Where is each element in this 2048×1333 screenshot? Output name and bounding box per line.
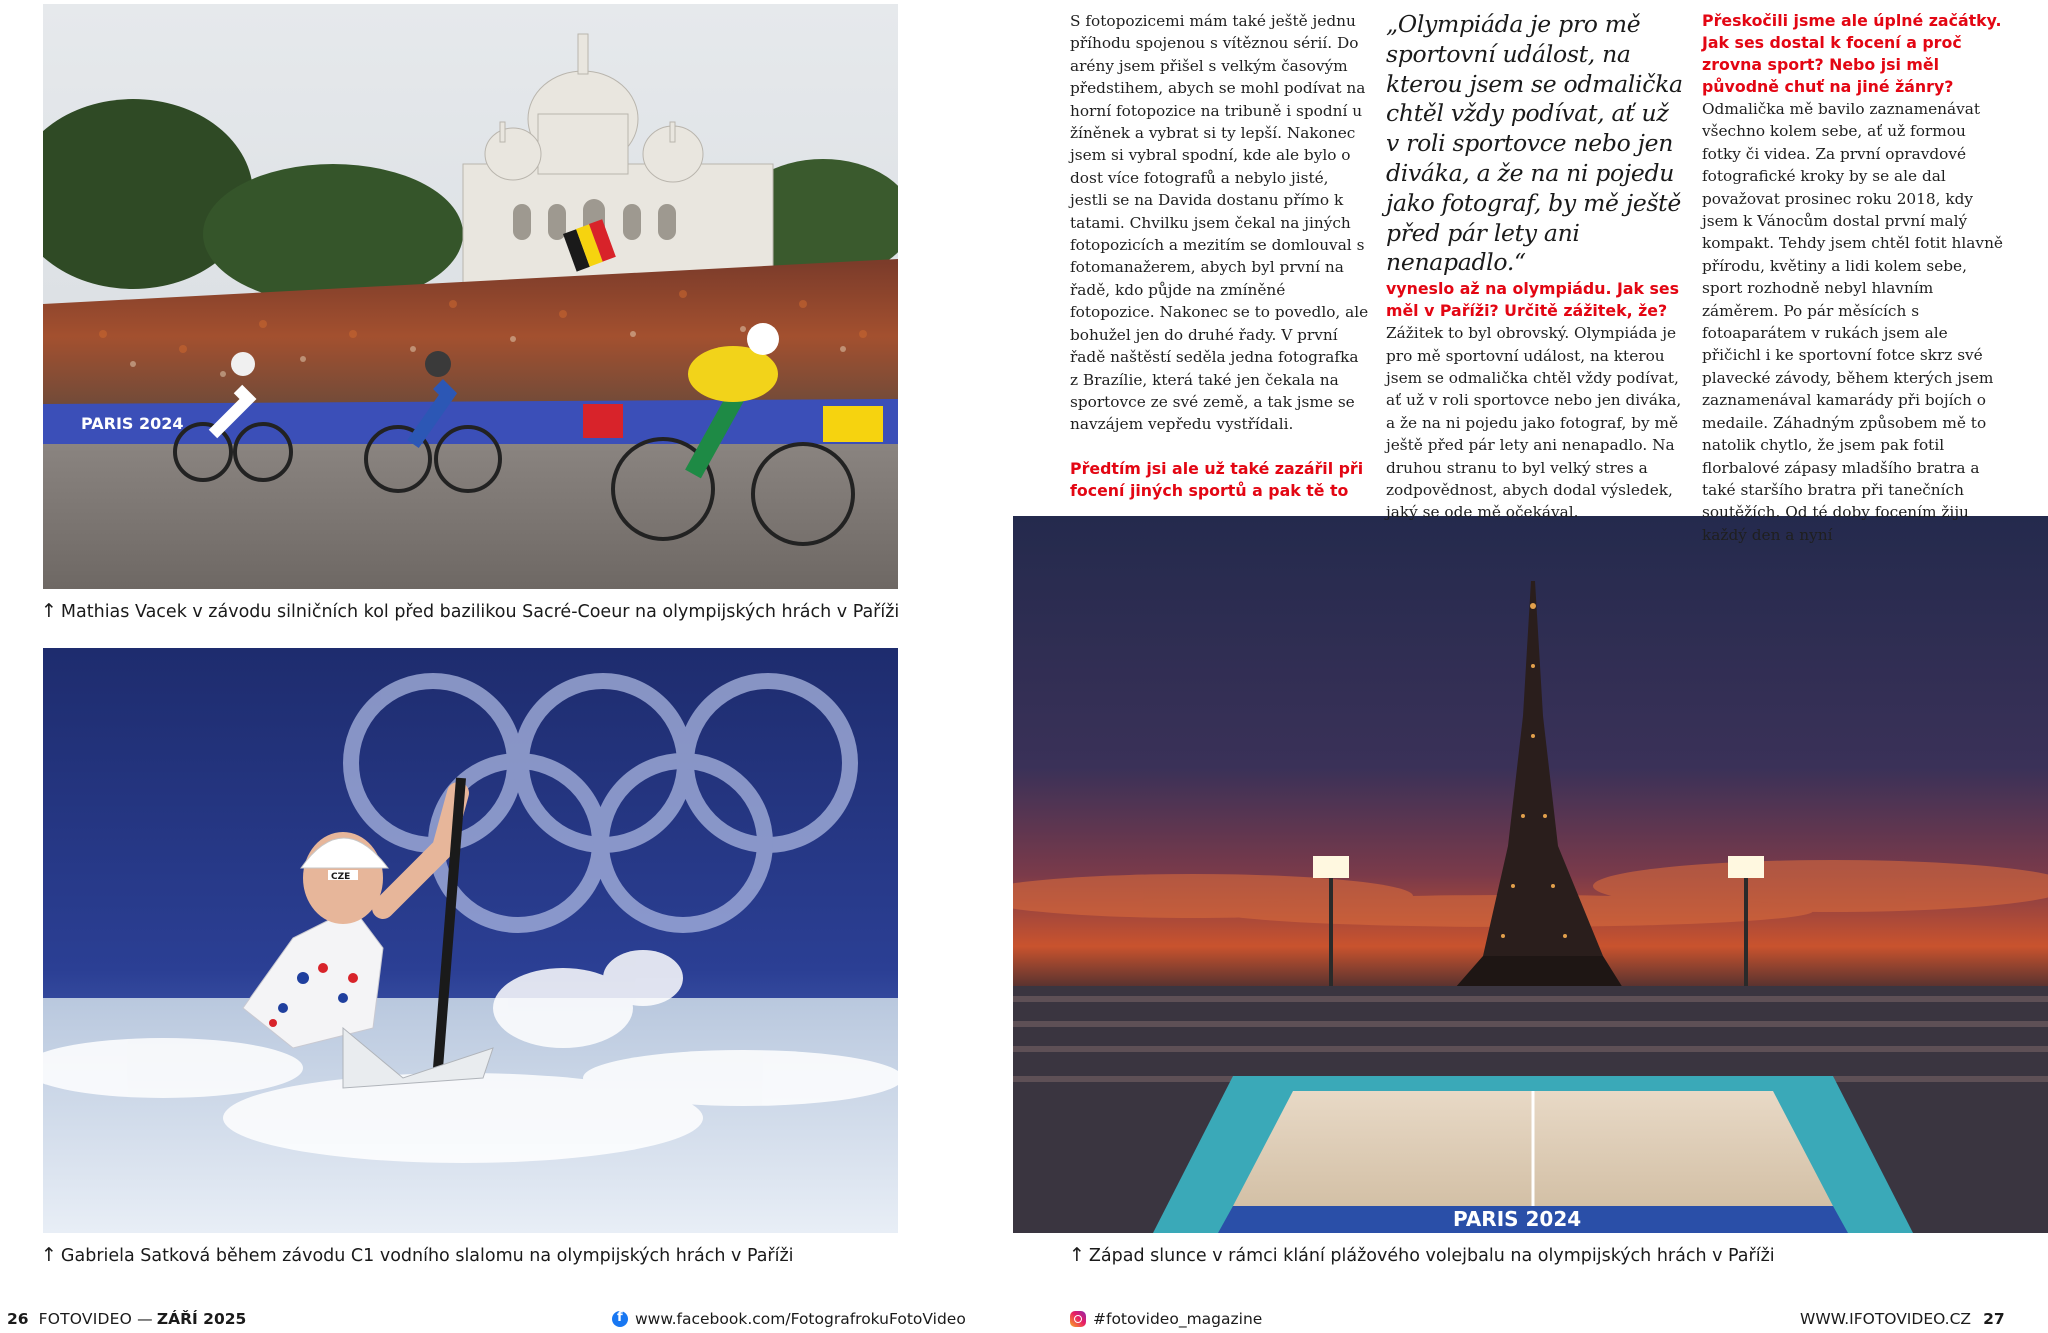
website-link[interactable]: WWW.IFOTOVIDEO.CZ (1800, 1310, 1972, 1328)
instagram-tag[interactable]: #fotovideo_magazine (1093, 1310, 1263, 1328)
article-paragraph: Odmalička mě bavilo zaznamenávat všechno kolem sebe, ať už formou fotky či videa. Za první opravdové fotografické kroky by se ale dal považovat prosinec roku 2018, kdy jsem k Vánocům dostal první malý kompakt. Tehdy jsem chtěl fotit hlavně přírodu, květiny a lidi kolem sebe, sport rozhodně nebyl hlavním záměrem. Po pár měsících s fotoaparátem v rukách jsem ale přičichl i ke sportovní fotce skrz své plavecké závody, během kterých jsem zaznamenával kamarády při bojích o medaile. Záhadným způsobem mě to natolik chytlo, že jsem pak fotil florbalové zápasy mladšího bratra a také staršího bratra při tanečních soutěžích. Od té doby focením žiju každý den a nyní (1702, 100, 2003, 544)
caption-cycling (41, 600, 899, 622)
footer-right (1800, 1310, 2005, 1328)
up-arrow-icon: ↑ (41, 1244, 57, 1266)
up-arrow-icon: ↑ (1069, 1244, 1085, 1266)
article-question: Předtím jsi ale už také zazářil při focení jiných sportů a pak tě to (1070, 458, 1364, 500)
barrier-text: PARIS 2024 (81, 414, 184, 433)
article-question: vyneslo až na olympiádu. Jak ses měl v Paříži? Určitě zážitek, že? (1386, 279, 1680, 321)
article-question: Přeskočili jsme ale úplné začátky. Jak ses dostal k focení a proč zrovna sport? Nebo jsi měl původně chuť na jiné žánry? (1702, 11, 2002, 96)
helmet-text: CZE (331, 872, 351, 882)
up-arrow-icon: ↑ (41, 600, 57, 622)
caption-eiffel-text: Západ slunce v rámci klání plážového volejbalu na olympijských hrách v Paříži (1088, 1246, 1775, 1266)
footer-facebook[interactable] (612, 1310, 966, 1328)
footer-instagram[interactable] (1070, 1310, 1262, 1328)
article-paragraph: Zážitek to byl obrovský. Olympiáda je pro mě sportovní událost, na kterou jsem se odmalička chtěl vždy podívat, ať už v roli sportovce nebo jen diváka, a že na ni pojedu jako fotograf, by mě ještě před pár lety ani nenapadlo. Na druhou stranu to byl velký stres a zodpovědnost, abych dodal výsledek, jaký se ode mě očekával. (1386, 324, 1682, 522)
facebook-link[interactable]: www.facebook.com/FotografrokuFotoVideo (635, 1310, 966, 1328)
stadium-text: PARIS 2024 (1453, 1207, 1582, 1231)
photo-cycling-sacre-coeur (43, 4, 898, 589)
article-column-3 (1702, 10, 2004, 546)
article-column-2 (1386, 10, 1688, 524)
photo-eiffel-beach-volleyball (1013, 516, 2048, 1233)
caption-canoe (41, 1244, 794, 1266)
caption-cycling-text: Mathias Vacek v závodu silničních kol před bazilikou Sacré-Coeur na olympijských hrách v Paříži (60, 602, 900, 622)
magazine-name: FOTOVIDEO — (38, 1310, 153, 1328)
article-column-1 (1070, 10, 1370, 502)
page-number-right: 27 (1983, 1310, 2005, 1328)
footer-left (7, 1310, 246, 1328)
instagram-icon (1070, 1311, 1086, 1327)
article-paragraph: S fotopozicemi mám také ještě jednu příhodu spojenou s vítěznou sérií. Do arény jsem přišel s velkým časovým předstihem, abych se mohl podívat na horní fotopozice na tribuně i spodní u žíněnek a vybrat si ty lepší. Nakonec jsem si vybral spodní, kde ale bylo o dost více fotografů a nebylo jisté, jestli se na Davida dostanu přímo k tatami. Chvilku jsem čekal na jiných fotopozicích a mezitím se domlouval s fotomanažerem, abych byl první na řadě, kdo půjde na zmíněné fotopozice. Nakonec se to povedlo, ale bohužel jen do druhé řady. V první řadě naštěstí seděla jedna fotografka z Brazílie, která také jen čekala na sportovce ze své země, a tak jsme se navzájem vepředu vystřídali. (1070, 12, 1369, 434)
page-number-left: 26 (7, 1310, 29, 1328)
pull-quote: „Olympiáda je pro mě sportovní událost, na kterou jsem se odmalička chtěl vždy podívat, ať už v roli sportovce nebo jen diváka, a že na ni pojedu jako fotograf, by mě ještě před pár lety ani nenapadlo.“ (1386, 10, 1683, 277)
facebook-icon (612, 1311, 628, 1327)
caption-eiffel (1069, 1244, 1775, 1266)
photo-canoe-slalom (43, 648, 898, 1233)
caption-canoe-text: Gabriela Satková během závodu C1 vodního slalomu na olympijských hrách v Paříži (60, 1246, 794, 1266)
issue-date: ZÁŘÍ 2025 (156, 1310, 247, 1328)
